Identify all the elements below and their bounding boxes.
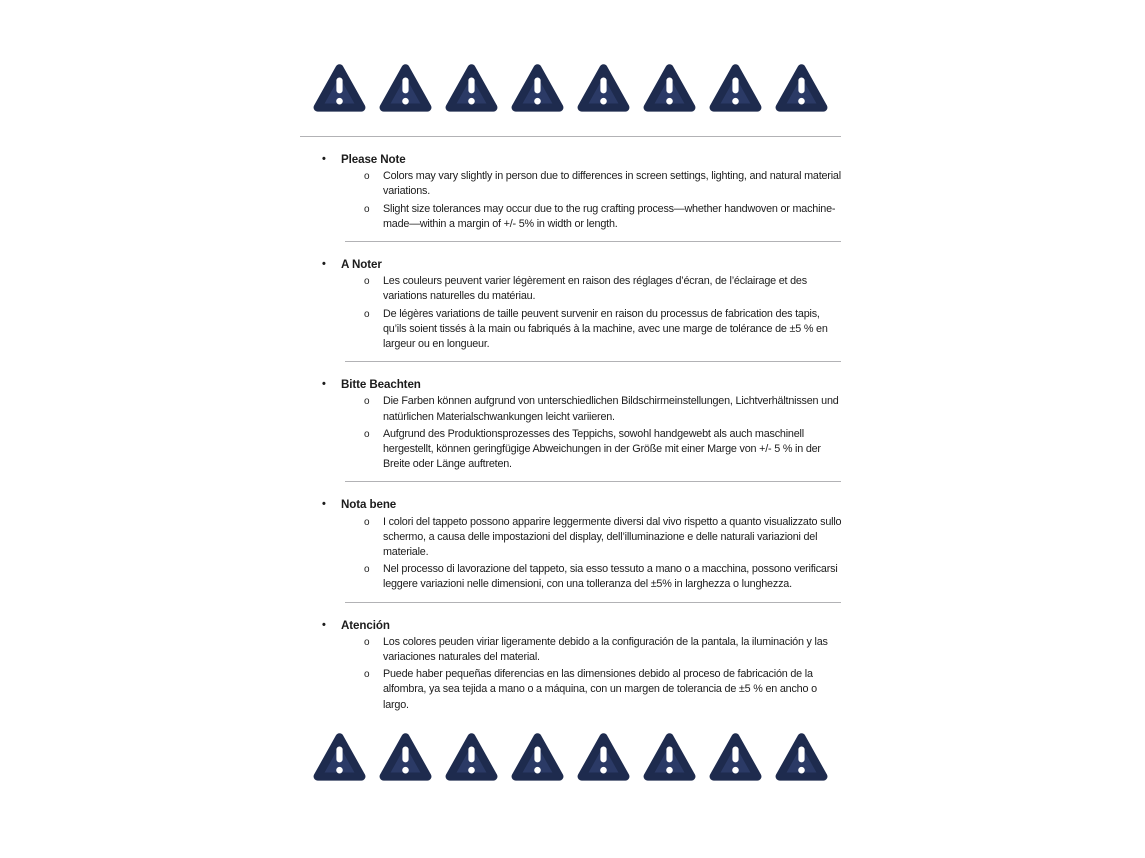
circle-bullet-icon: o xyxy=(364,276,370,288)
circle-bullet-icon: o xyxy=(364,564,370,576)
warning-triangle-icon xyxy=(642,62,697,113)
section-heading-text: Atención xyxy=(341,618,390,632)
warning-triangle-icon xyxy=(312,731,367,782)
section-heading-row xyxy=(300,618,841,633)
section-heading-text: A Noter xyxy=(341,258,382,272)
warning-triangle-icon xyxy=(642,731,697,782)
warning-triangle-icon xyxy=(708,731,763,782)
section-heading-row xyxy=(300,257,841,272)
note-item xyxy=(300,307,841,353)
circle-bullet-icon: o xyxy=(364,669,370,681)
note-item-text: Colors may vary slightly in person due to differences in screen settings, lighting, and natural material variations. xyxy=(383,170,841,198)
note-item-text: Nel processo di lavorazione del tappeto, sia esso tessuto a mano o a macchina, possono verificarsi leggere variazioni nelle dimensioni, con una tolleranza del ±5% in larghezza o lunghezza. xyxy=(383,563,838,591)
note-item xyxy=(300,394,841,424)
note-item xyxy=(300,169,841,199)
note-item-text: Los colores peuden viriar ligeramente debido a la configuración de la pantala, la iluminación y las variaciones naturales del material. xyxy=(383,635,828,664)
document-page xyxy=(300,0,841,782)
section-divider xyxy=(345,361,841,362)
warning-triangle-row-bottom xyxy=(300,731,841,782)
warning-triangle-icon xyxy=(378,731,433,782)
bullet-icon: • xyxy=(322,498,326,511)
note-item xyxy=(300,202,841,232)
circle-bullet-icon: o xyxy=(364,203,370,215)
bullet-icon: • xyxy=(322,618,326,631)
note-item xyxy=(300,635,841,665)
note-item-text: Les couleurs peuvent varier légèrement en raison des réglages d’écran, de l’éclairage et des variations naturelles du matériau. xyxy=(383,275,807,303)
note-item-text: De légères variations de taille peuvent survenir en raison du processus de fabrication des tapis, qu’ils soient tissés à la main ou fabriqués à la machine, avec une marge de tolérance de ±5 % en largeur ou en longueur. xyxy=(383,307,828,351)
note-section-french xyxy=(300,257,841,362)
section-heading-row xyxy=(300,152,841,167)
warning-triangle-icon xyxy=(312,62,367,113)
warning-triangle-icon xyxy=(774,62,829,113)
warning-triangle-icon xyxy=(576,731,631,782)
warning-triangle-icon xyxy=(378,62,433,113)
note-section-english xyxy=(300,152,841,242)
warning-triangle-icon xyxy=(444,62,499,113)
warning-triangle-icon xyxy=(774,731,829,782)
section-heading-row xyxy=(300,497,841,512)
top-divider xyxy=(300,136,841,137)
warning-triangle-icon xyxy=(510,731,565,782)
note-section-german xyxy=(300,377,841,482)
warning-triangle-icon xyxy=(576,62,631,113)
warning-triangle-icon xyxy=(510,62,565,113)
note-item xyxy=(300,562,841,592)
section-heading-text: Bitte Beachten xyxy=(341,378,421,392)
section-divider xyxy=(345,481,841,482)
warning-triangle-icon xyxy=(444,731,499,782)
note-section-italian xyxy=(300,497,841,602)
bullet-icon: • xyxy=(322,258,326,271)
circle-bullet-icon: o xyxy=(364,171,370,183)
note-item xyxy=(300,515,841,561)
note-item-text: Aufgrund des Produktionsprozesses des Teppichs, sowohl handgewebt als auch maschinell hergestellt, können geringfügige Abweichungen in der Größe mit einer Marge von +/- 5 % in der Breite oder Länge auftreten. xyxy=(383,427,821,471)
note-item-text: I colori del tappeto possono apparire leggermente diversi dal vivo rispetto a quanto visualizzato sullo schermo, a causa delle impostazioni del display, dell’illuminazione e delle naturali variazioni del materiale. xyxy=(383,515,842,559)
note-item-text: Puede haber pequeñas diferencias en las dimensiones debido al proceso de fabricación de la alfombra, ya sea tejida a mano o a máquina, con un margen de tolerancia de ±5 % en ancho o largo. xyxy=(383,668,817,711)
note-section-spanish xyxy=(300,618,841,713)
circle-bullet-icon: o xyxy=(364,396,370,408)
circle-bullet-icon: o xyxy=(364,428,370,440)
circle-bullet-icon: o xyxy=(364,308,370,320)
section-heading-text: Nota bene xyxy=(341,498,397,512)
bullet-icon: • xyxy=(322,378,326,391)
warning-triangle-icon xyxy=(708,62,763,113)
warning-triangle-row-top xyxy=(300,62,841,113)
section-divider xyxy=(345,241,841,242)
circle-bullet-icon: o xyxy=(364,636,370,648)
section-divider xyxy=(345,602,841,603)
bullet-icon: • xyxy=(322,153,326,165)
circle-bullet-icon: o xyxy=(364,516,370,528)
note-item xyxy=(300,274,841,304)
note-item-text: Slight size tolerances may occur due to the rug crafting process—whether handwoven or machine-made—within a margin of +/- 5% in width or length. xyxy=(383,202,836,230)
note-item-text: Die Farben können aufgrund von unterschiedlichen Bildschirmeinstellungen, Lichtverhältnissen und natürlichen Materialschwankungen leicht variieren. xyxy=(383,395,839,423)
section-heading-text: Please Note xyxy=(341,153,406,166)
section-heading-row xyxy=(300,377,841,392)
note-item xyxy=(300,427,841,473)
note-item xyxy=(300,667,841,713)
